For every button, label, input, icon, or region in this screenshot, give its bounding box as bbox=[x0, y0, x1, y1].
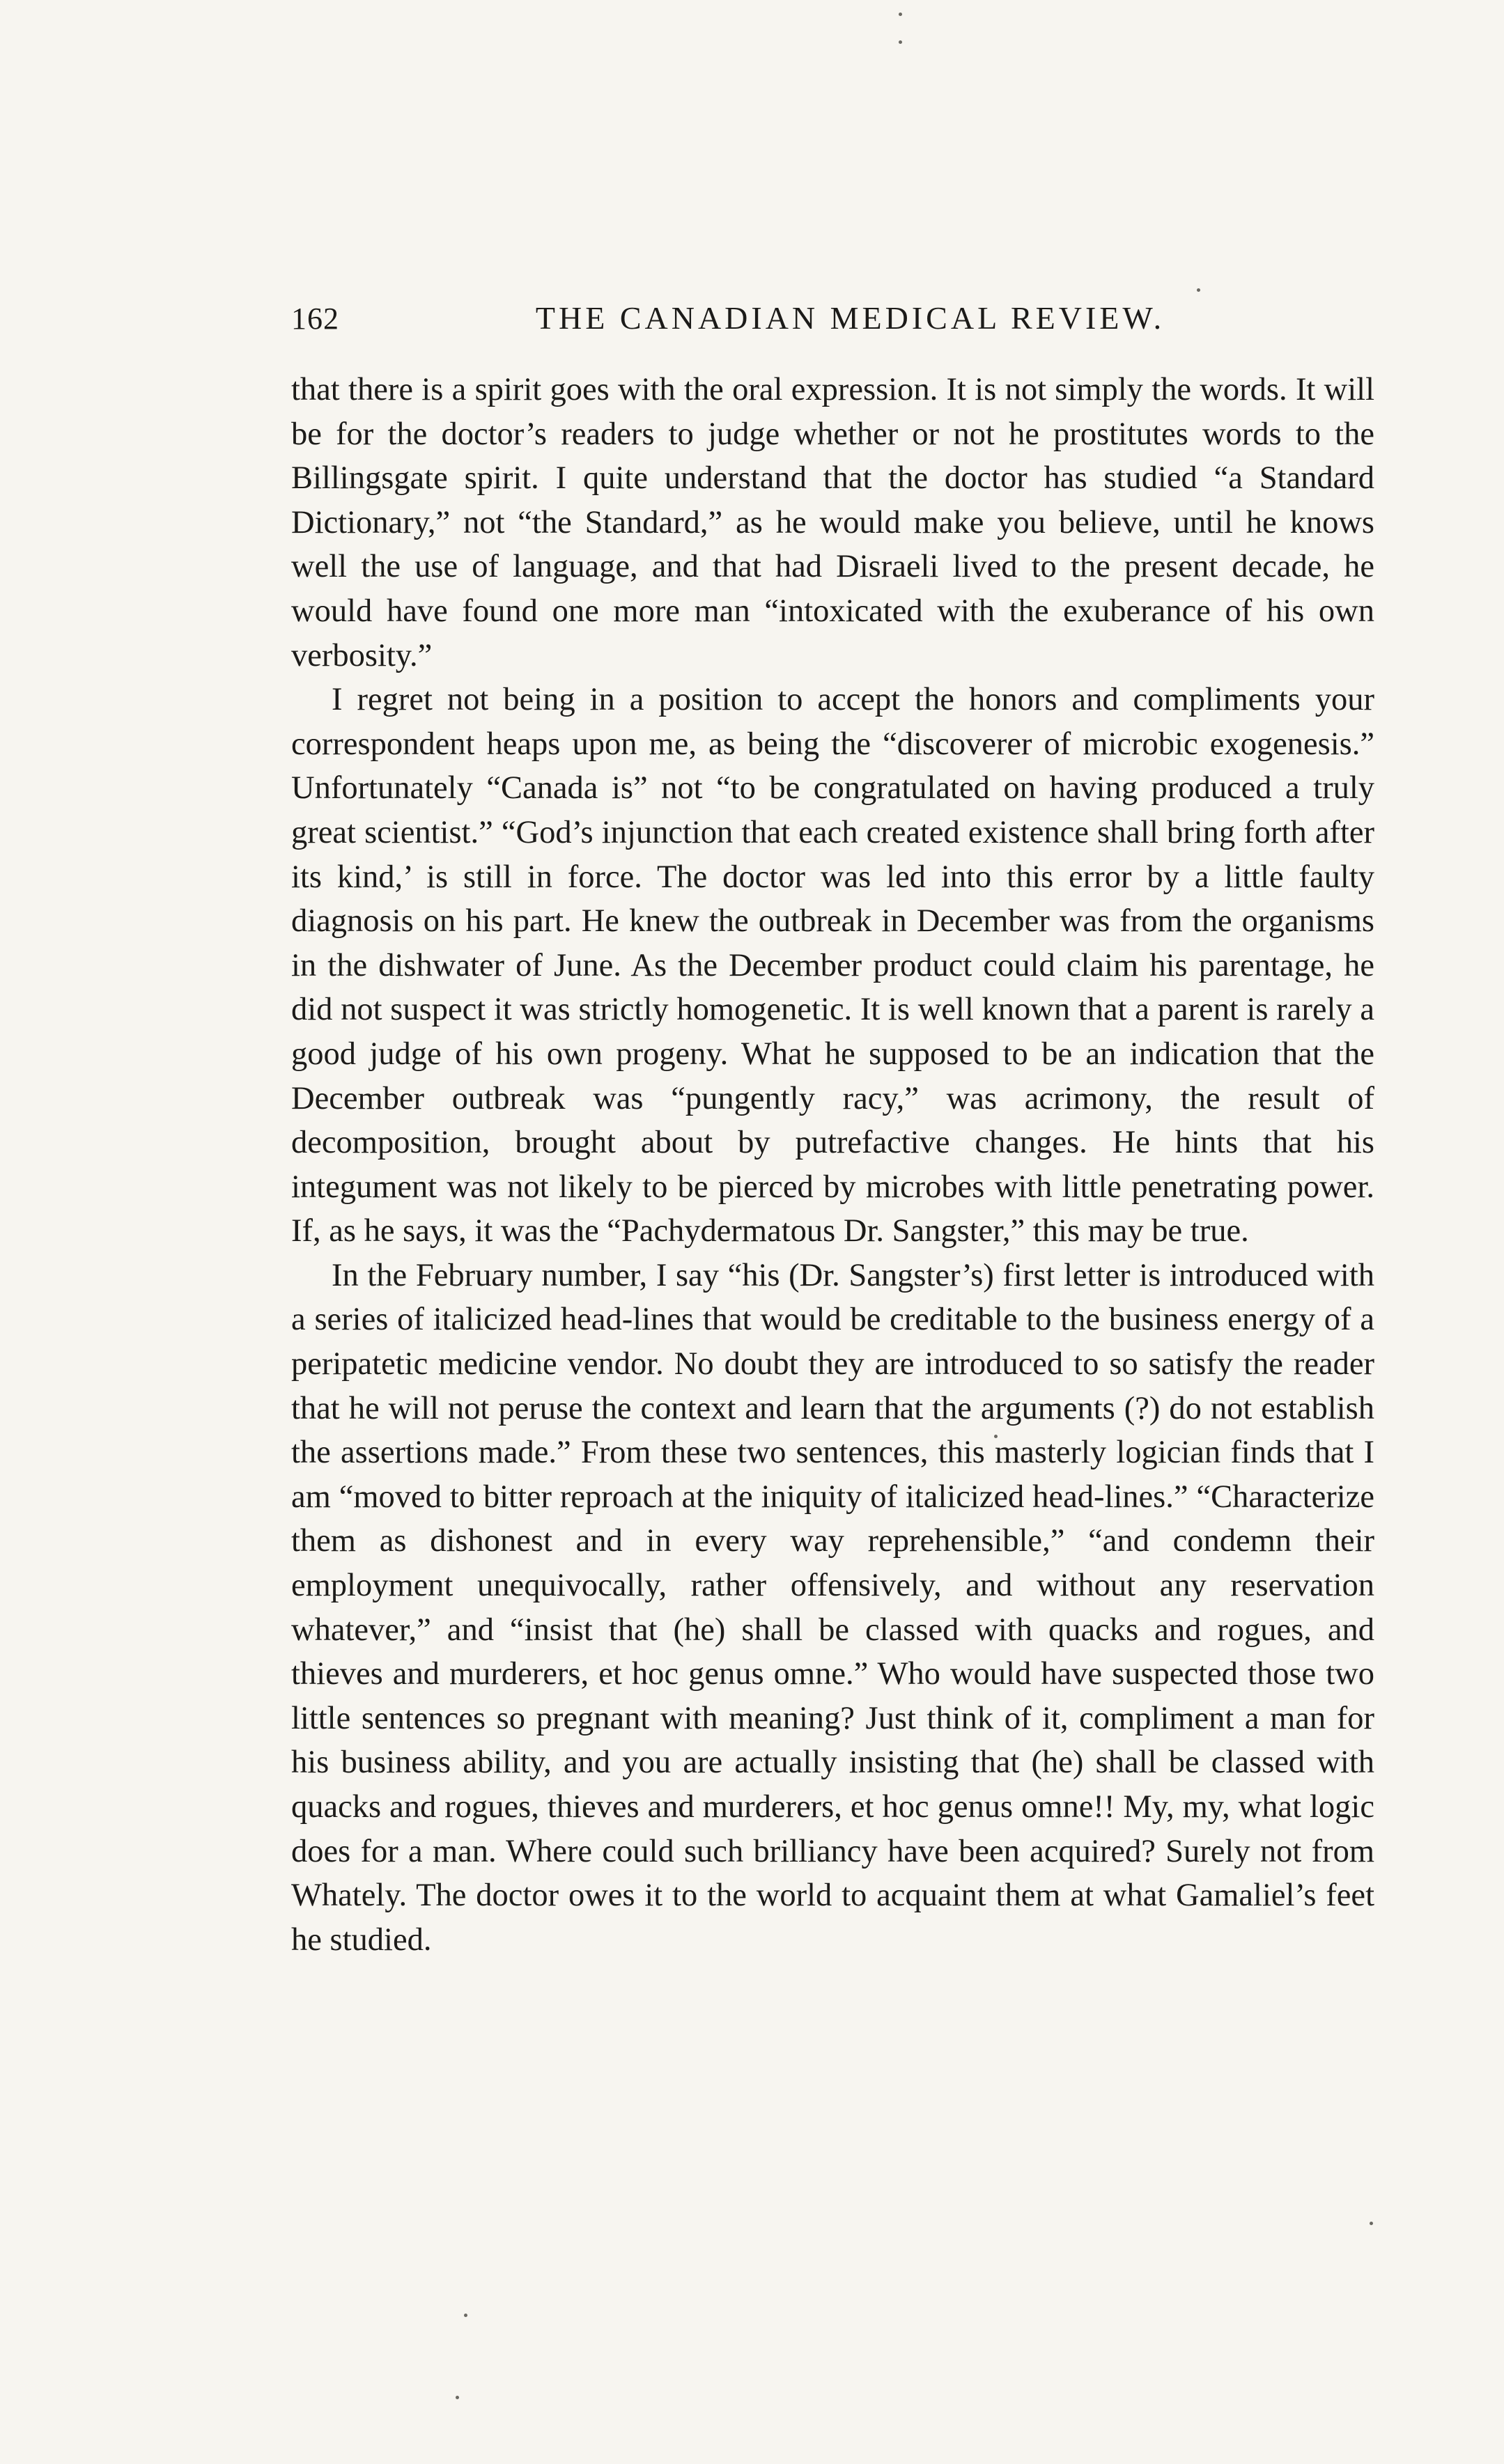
journal-title: THE CANADIAN MEDICAL REVIEW. bbox=[535, 300, 1165, 336]
document-page bbox=[291, 299, 1374, 1962]
page-number: 162 bbox=[291, 302, 339, 336]
print-speck bbox=[1370, 2222, 1373, 2225]
print-speck bbox=[456, 2396, 459, 2399]
body-paragraph: that there is a spirit goes with the oral expression. It is not simply the words. It will be for the doctor’s readers to judge whether or not he prostitutes words to the Billingsgate spirit. I quite understand that the doctor has studied “a Standard Dictionary,” not “the Standard,” as he would make you believe, until he knows well the use of language, and that had Disraeli lived to the present decade, he would have found one more man “intoxicated with the exuberance of his own verbosity.” bbox=[291, 372, 1374, 673]
print-speck bbox=[899, 13, 902, 16]
print-speck bbox=[1197, 288, 1200, 292]
print-speck bbox=[464, 2314, 467, 2317]
running-head bbox=[291, 299, 1374, 355]
print-speck bbox=[899, 40, 902, 44]
body-paragraph: I regret not being in a position to accept the honors and compliments your correspondent heaps upon me, as being the “discoverer of microbic exogenesis.” Unfortunately “Canada is” not “to be congratulated on having produced a truly great scientist.” “God’s injunction that each created existence shall bring forth after its kind,’ is still in force. The doctor was led into this error by a little faulty diagnosis on his part. He knew the outbreak in December was from the organisms in the dishwater of June. As the December product could claim his parentage, he did not suspect it was strictly homogenetic. It is well known that a parent is rarely a good judge of his own progeny. What he supposed to be an indication that the December outbreak was “pungently racy,” was acrimony, the result of decomposition, brought about by putrefactive changes. He hints that his integument was not likely to be pierced by microbes with little penetrating power. If, as he says, it was the “Pachydermatous Dr. Sangster,” this may be true. bbox=[291, 682, 1374, 1249]
body-paragraph: In the February number, I say “his (Dr. Sangster’s) first letter is introduced with a series of italicized head-lines that would be creditable to the business energy of a peripatetic medicine vendor. No doubt they are introduced to so satisfy the reader that he will not peruse the context and learn that the arguments (?) do not establish the assertions made.” From these two sentences, this masterly logician finds that I am “moved to bitter reproach at the iniquity of italicized head-lines.” “Characterize them as dishonest and in every way reprehensible,” “and condemn their employment unequivocally, rather offensively, and without any reservation whatever,” and “insist that (he) shall be classed with quacks and rogues, and thieves and murderers, et hoc genus omne.” Who would have suspected those two little sentences so pregnant with meaning? Just think of it, compliment a man for his business ability, and you are actually insisting that (he) shall be classed with quacks and rogues, thieves and murderers, et hoc genus omne!! My, my, what logic does for a man. Where could such brilliancy have been acquired? Surely not from Whately. The doctor owes it to the world to acquaint them at what Gamaliel’s feet he studied. bbox=[291, 1257, 1374, 1958]
